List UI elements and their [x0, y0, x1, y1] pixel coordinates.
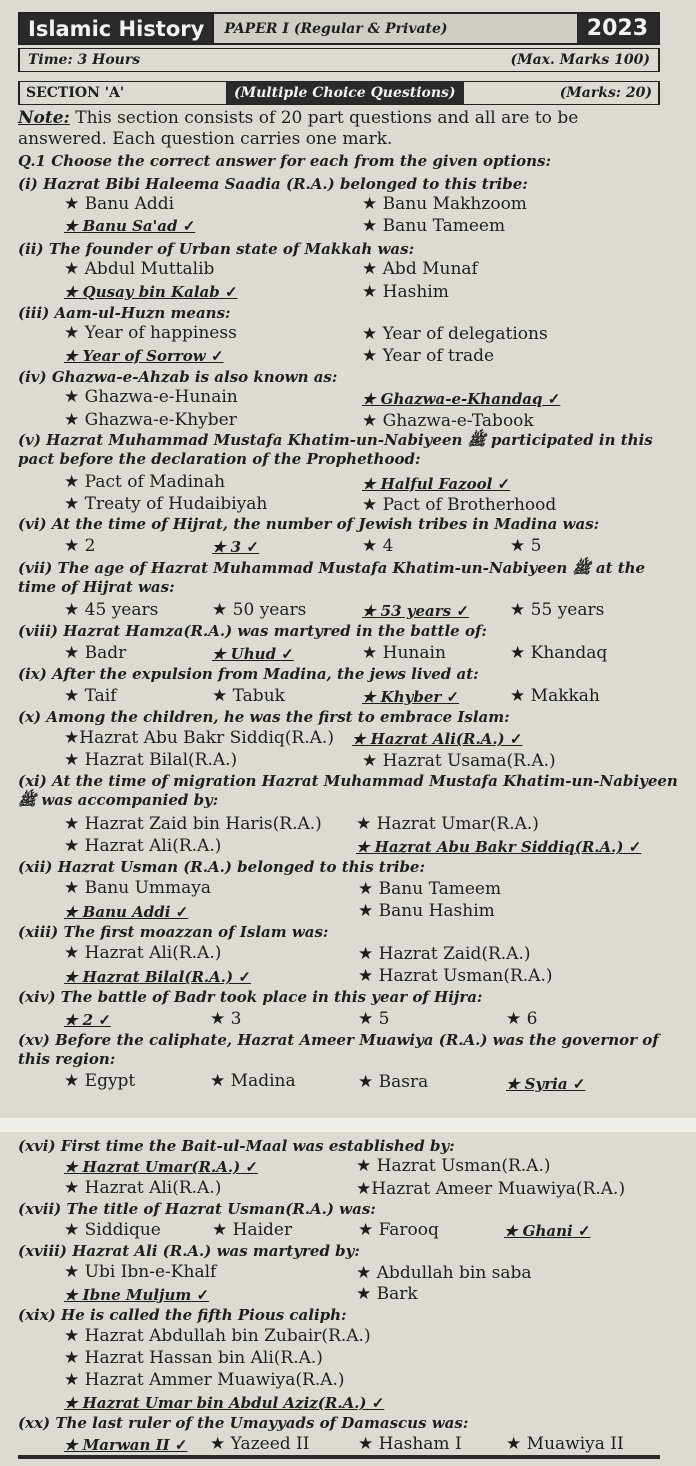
option: ★ Hazrat Usman(R.A.): [358, 966, 553, 986]
option: ★ Hazrat Ali(R.A.): [64, 1178, 222, 1198]
correct-option: ★ 2 ✓: [64, 1011, 111, 1029]
option: ★ Hazrat Ammer Muawiya(R.A.): [64, 1370, 345, 1390]
option: ★ Hunain: [362, 643, 446, 663]
correct-option: ★ Marwan II ✓: [64, 1436, 188, 1454]
option: ★ Farooq: [358, 1220, 439, 1240]
option: ★ Ghazwa-e-Hunain: [64, 387, 238, 407]
question-stem: (xx) The last ruler of the Umayyads of Damascus was:: [18, 1414, 469, 1432]
option: ★ Hazrat Ali(R.A.): [64, 836, 222, 856]
option: ★ Hazrat Zaid bin Haris(R.A.): [64, 814, 322, 834]
max-marks: (Max. Marks 100): [510, 52, 650, 68]
question-stem: (iii) Aam-ul-Huzn means:: [18, 304, 231, 322]
note-text: This section consists of 20 part questions and all are to be answered. Each question carries one mark.: [18, 108, 579, 149]
option: ★ Banu Makhzoom: [362, 194, 527, 214]
option: ★ 55 years: [510, 600, 605, 620]
option: ★ Khandaq: [510, 643, 608, 663]
option: ★ Year of trade: [362, 346, 495, 366]
bottom-rule: [18, 1455, 660, 1459]
correct-option: ★ Hazrat Umar(R.A.) ✓: [64, 1158, 258, 1176]
question-stem: (iv) Ghazwa-e-Ahzab is also known as:: [18, 368, 338, 386]
exam-year: 2023: [577, 14, 658, 43]
option: ★Hazrat Abu Bakr Siddiq(R.A.): [64, 728, 334, 748]
option: ★ 6: [506, 1009, 538, 1029]
correct-option: ★ Halful Fazool ✓: [362, 475, 510, 493]
option: ★ Banu Ummaya: [64, 878, 212, 898]
question-stem: (xiii) The first moazzan of Islam was:: [18, 923, 329, 941]
option: ★ 5: [510, 536, 542, 556]
question-stem: (xix) He is called the fifth Pious caliph:: [18, 1306, 347, 1324]
section-type: (Multiple Choice Questions): [226, 82, 464, 104]
option: ★ 4: [362, 536, 394, 556]
question-instruction: Q.1 Choose the correct answer for each from the given options:: [18, 152, 552, 170]
option: ★ Abdul Muttalib: [64, 259, 215, 279]
option: ★ 2: [64, 536, 96, 556]
option: ★ Hazrat Ali(R.A.): [64, 943, 222, 963]
correct-option: ★ Ghazwa-e-Khandaq ✓: [362, 390, 560, 408]
option: ★ Hazrat Usman(R.A.): [356, 1156, 551, 1176]
question-stem: (xiv) The battle of Badr took place in this year of Hijra:: [18, 988, 483, 1006]
correct-option: ★ Hazrat Abu Bakr Siddiq(R.A.) ✓: [356, 838, 641, 856]
section-label: SECTION 'A': [26, 85, 125, 101]
option: ★ Hazrat Zaid(R.A.): [358, 944, 531, 964]
option: ★ Taif: [64, 686, 117, 706]
option: ★ Pact of Madinah: [64, 472, 226, 492]
question-stem: (xvii) The title of Hazrat Usman(R.A.) was:: [18, 1200, 376, 1218]
note-label: Note:: [18, 108, 70, 128]
option: ★ Hasham I: [358, 1434, 462, 1454]
option: ★ Hazrat Abdullah bin Zubair(R.A.): [64, 1326, 371, 1346]
question-stem: (xvi) First time the Bait-ul-Maal was established by:: [18, 1137, 455, 1155]
time-marks-row: [18, 48, 660, 72]
option: ★ Pact of Brotherhood: [362, 495, 557, 515]
question-stem: (ii) The founder of Urban state of Makkah was:: [18, 240, 415, 258]
correct-option: ★ Hazrat Ali(R.A.) ✓: [352, 730, 522, 748]
correct-option: ★ Banu Sa'ad ✓: [64, 217, 195, 235]
question-stem: (xviii) Hazrat Ali (R.A.) was martyred by:: [18, 1242, 360, 1260]
subject-title: Islamic History: [20, 14, 212, 43]
question-stem: (xi) At the time of migration Hazrat Muhammad Mustafa Khatim-un-Nabiyeen ﷺ was accompanied by:: [18, 772, 678, 809]
question-stem: (vii) The age of Hazrat Muhammad Mustafa Khatim-un-Nabiyeen ﷺ at the time of Hijrat was:: [18, 559, 646, 596]
option: ★ Muawiya II: [506, 1434, 624, 1454]
option: ★ Hazrat Hassan bin Ali(R.A.): [64, 1348, 323, 1368]
option: ★ Haider: [212, 1220, 293, 1240]
correct-option: ★ Syria ✓: [506, 1075, 585, 1093]
correct-option: ★ Hazrat Bilal(R.A.) ✓: [64, 968, 251, 986]
question-stem: (v) Hazrat Muhammad Mustafa Khatim-un-Nabiyeen ﷺ participated in this pact before the declaration of the Prophethood:: [18, 431, 653, 468]
option: ★ Treaty of Hudaibiyah: [64, 494, 268, 514]
option: ★Hazrat Ameer Muawiya(R.A.): [356, 1179, 626, 1199]
correct-option: ★ Khyber ✓: [362, 688, 459, 706]
question-stem: (x) Among the children, he was the first to embrace Islam:: [18, 708, 510, 726]
option: ★ Yazeed II: [210, 1434, 310, 1454]
option: ★ Ghazwa-e-Tabook: [362, 411, 534, 431]
correct-option: ★ Year of Sorrow ✓: [64, 347, 224, 365]
correct-option: ★ Qusay bin Kalab ✓: [64, 283, 238, 301]
option: ★ Abdullah bin saba: [356, 1263, 532, 1283]
instructions-note: [18, 108, 666, 150]
correct-option: ★ Hazrat Umar bin Abdul Aziz(R.A.) ✓: [64, 1394, 384, 1412]
option: ★ 3: [210, 1009, 242, 1029]
question-stem: (xv) Before the caliphate, Hazrat Ameer Muawiya (R.A.) was the governor of this region:: [18, 1031, 659, 1068]
option: ★ Siddique: [64, 1220, 161, 1240]
option: ★ Banu Tameem: [358, 879, 502, 899]
correct-option: ★ 53 years ✓: [362, 602, 469, 620]
question-stem: (viii) Hazrat Hamza(R.A.) was martyred in the battle of:: [18, 622, 487, 640]
option: ★ Ghazwa-e-Khyber: [64, 410, 237, 430]
time-label: Time: 3 Hours: [28, 52, 141, 68]
option: ★ Hazrat Bilal(R.A.): [64, 750, 238, 770]
option: ★ Egypt: [64, 1071, 136, 1091]
option: ★ Banu Addi: [64, 194, 175, 214]
option: ★ Bark: [356, 1284, 418, 1304]
question-stem: (vi) At the time of Hijrat, the number of Jewish tribes in Madina was:: [18, 515, 600, 533]
option: ★ Hazrat Umar(R.A.): [356, 814, 539, 834]
option: ★ Tabuk: [212, 686, 285, 706]
option: ★ Basra: [358, 1072, 429, 1092]
exam-header: [18, 12, 660, 45]
option: ★ Madina: [210, 1071, 296, 1091]
option: ★ Banu Hashim: [358, 901, 495, 921]
section-marks: (Marks: 20): [559, 85, 652, 101]
correct-option: ★ Ibne Muljum ✓: [64, 1286, 209, 1304]
correct-option: ★ Banu Addi ✓: [64, 903, 188, 921]
option: ★ 50 years: [212, 600, 307, 620]
option: ★ Abd Munaf: [362, 259, 478, 279]
question-stem: (xii) Hazrat Usman (R.A.) belonged to this tribe:: [18, 858, 426, 876]
option: ★ Banu Tameem: [362, 216, 506, 236]
correct-option: ★ 3 ✓: [212, 538, 259, 556]
option: ★ 45 years: [64, 600, 159, 620]
question-stem: (i) Hazrat Bibi Haleema Saadia (R.A.) belonged to this tribe:: [18, 175, 528, 193]
correct-option: ★ Ghani ✓: [504, 1222, 591, 1240]
option: ★ Year of happiness: [64, 323, 237, 343]
option: ★ Year of delegations: [362, 324, 548, 344]
option: ★ Badr: [64, 643, 127, 663]
option: ★ Ubi Ibn-e-Khalf: [64, 1262, 217, 1282]
option: ★ Makkah: [510, 686, 600, 706]
correct-option: ★ Uhud ✓: [212, 645, 294, 663]
option: ★ Hashim: [362, 282, 449, 302]
section-row: [18, 81, 660, 105]
paper-label: PAPER I (Regular & Private): [212, 14, 576, 43]
question-stem: (ix) After the expulsion from Madina, the jews lived at:: [18, 665, 479, 683]
option: ★ 5: [358, 1009, 390, 1029]
page-break: [0, 1118, 696, 1132]
option: ★ Hazrat Usama(R.A.): [362, 751, 556, 771]
